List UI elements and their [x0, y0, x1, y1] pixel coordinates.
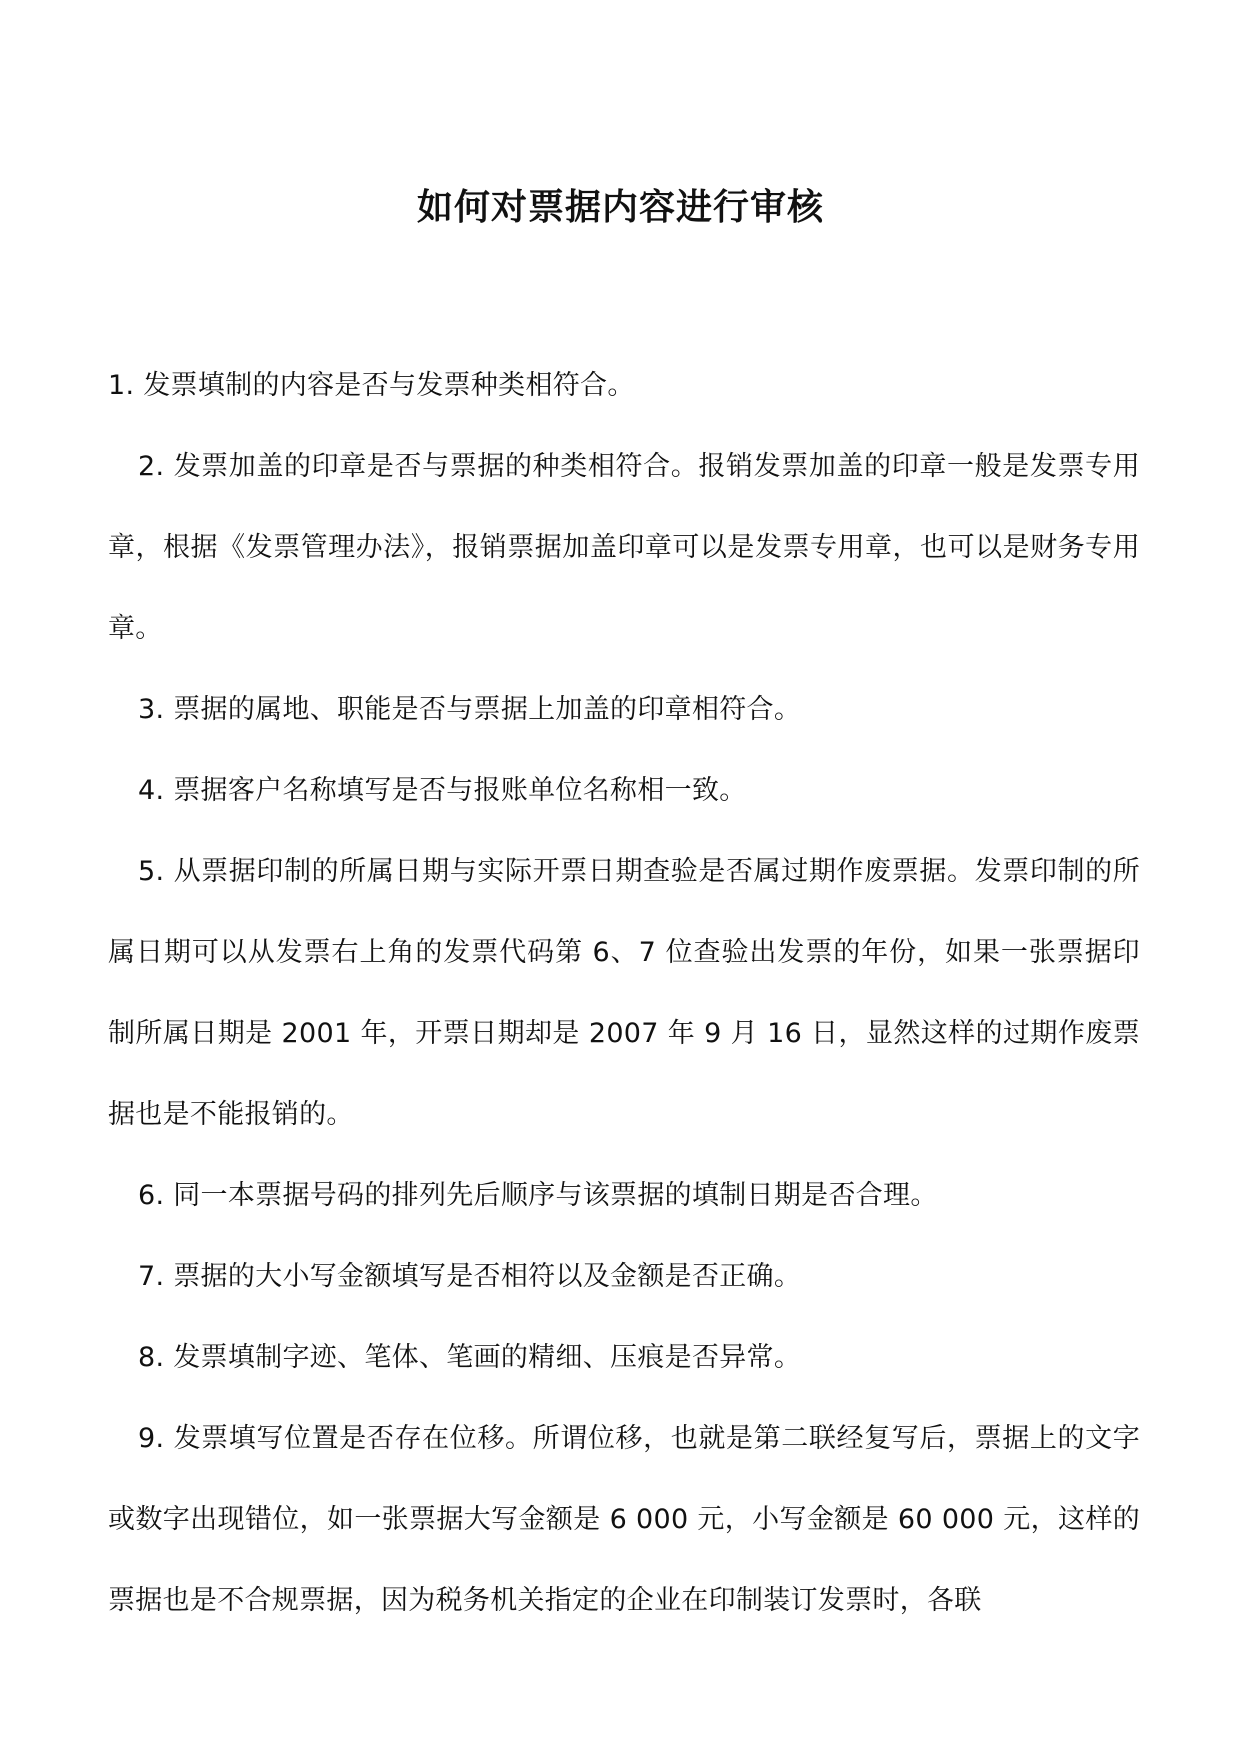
paragraph-1: 1. 发票填制的内容是否与发票种类相符合。: [108, 370, 635, 401]
paragraph-3: 3. 票据的属地、职能是否与票据上加盖的印章相符合。: [138, 694, 802, 725]
paragraph-2: 2. 发票加盖的印章是否与票据的种类相符合。报销发票加盖的印章一般是发票专用章，根据《发票管理办法》，报销票据加盖印章可以是发票专用章，也可以是财务专用章。: [108, 451, 1140, 644]
paragraph-8: 8. 发票填制字迹、笔体、笔画的精细、压痕是否异常。: [138, 1342, 802, 1373]
paragraph-5: 5. 从票据印制的所属日期与实际开票日期查验是否属过期作废票据。发票印制的所属日期可以从发票右上角的发票代码第 6、7 位查验出发票的年份，如果一张票据印制所属日期是 2001 年，开票日期却是 2007 年 9 月 16 日，显然这样的过期作废票据也是不能报销的。: [108, 856, 1140, 1130]
paragraph-6: 6. 同一本票据号码的排列先后顺序与该票据的填制日期是否合理。: [138, 1180, 938, 1211]
paragraph-9: 9. 发票填写位置是否存在位移。所谓位移，也就是第二联经复写后，票据上的文字或数字出现错位，如一张票据大写金额是 6 000 元，小写金额是 60 000 元，这样的票据也是不合规票据，因为税务机关指定的企业在印制装订发票时，各联: [108, 1423, 1140, 1616]
document-title: 如何对票据内容进行审核: [416, 186, 824, 229]
paragraph-7: 7. 票据的大小写金额填写是否相符以及金额是否正确。: [138, 1261, 802, 1292]
paragraph-4: 4. 票据客户名称填写是否与报账单位名称相一致。: [138, 775, 747, 806]
document-body: [108, 345, 1140, 1641]
